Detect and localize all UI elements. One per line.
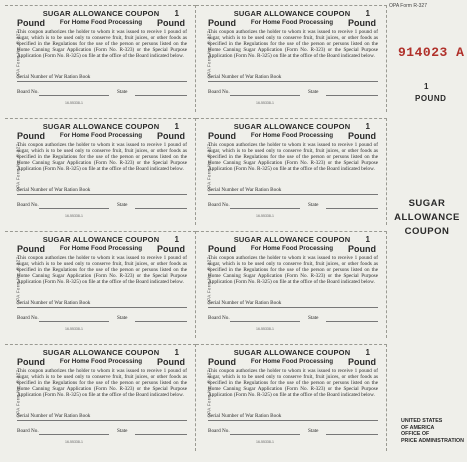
serial-field[interactable]: Serial Number of War Ration Book (208, 300, 378, 308)
coupon[interactable] (5, 344, 196, 451)
coupon-title: SUGAR ALLOWANCE COUPON (233, 348, 351, 357)
pound-label-right: Pound (348, 131, 376, 141)
form-number-side: OPA Form No. R-327 (206, 143, 212, 192)
serial-field[interactable]: Serial Number of War Ration Book (208, 187, 378, 195)
board-field[interactable] (17, 428, 187, 435)
pound-label-right: Pound (348, 18, 376, 28)
pound-label-right: Pound (348, 357, 376, 367)
serial-field[interactable]: Serial Number of War Ration Book (208, 413, 378, 421)
coupon[interactable] (196, 5, 387, 112)
coupon-title: SUGAR ALLOWANCE COUPON (233, 122, 351, 131)
coupon-title: SUGAR ALLOWANCE COUPON (42, 235, 160, 244)
pound-label-left: Pound (17, 244, 45, 254)
stub-panel (387, 0, 467, 462)
form-number-side: OPA Form No. R-327 (206, 256, 212, 305)
coupon[interactable] (5, 118, 196, 225)
serial-field[interactable]: Serial Number of War Ration Book (17, 413, 187, 421)
coupon-one: 1 (174, 122, 179, 131)
stub-title-coupon: COUPON (404, 226, 450, 237)
coupon-title: SUGAR ALLOWANCE COUPON (42, 9, 160, 18)
coupon-one: 1 (365, 122, 370, 131)
board-label: Board No. (17, 428, 39, 434)
coupon-title: SUGAR ALLOWANCE COUPON (42, 122, 160, 131)
state-label: State (308, 315, 319, 321)
form-number-side: OPA Form No. R-327 (206, 30, 212, 79)
stub-form-number: OPA Form R-327 (389, 3, 427, 9)
coupon-subtitle: For Home Food Processing (250, 132, 334, 139)
coupon-body: This coupon authorizes the holder to whom it was issued to receive 1 pound of sugar, which is to be used only to conserve fruit, fruit juices, or other foods as specified in the Regulations for the use of the person or persons listed on the Home Canning Sugar Application (Form No. R-323) or the Special Purpose Application (Form No. R-325) on file at the office of the Board indicated below. (17, 368, 187, 398)
coupon[interactable] (5, 231, 196, 338)
form-number-side: OPA Form No. R-327 (15, 369, 21, 418)
state-label: State (117, 89, 128, 95)
printer-mark: 16-55338-1 (65, 327, 83, 331)
pound-label-left: Pound (17, 357, 45, 367)
coupon-subtitle: For Home Food Processing (250, 19, 334, 26)
coupon-body: This coupon authorizes the holder to whom it was issued to receive 1 pound of sugar, which is to be used only to conserve fruit, fruit juices, or other foods as specified in the Regulations for the use of the person or persons listed on the Home Canning Sugar Application (Form No. R-323) or the Special Purpose Application (Form No. R-325) on file at the office of the Board indicated below. (208, 255, 378, 285)
coupon-body: This coupon authorizes the holder to whom it was issued to receive 1 pound of sugar, which is to be used only to conserve fruit, fruit juices, or other foods as specified in the Regulations for the use of the person or persons listed on the Home Canning Sugar Application (Form No. R-323) or the Special Purpose Application (Form No. R-325) on file at the office of the Board indicated below. (17, 255, 187, 285)
printer-mark: 16-55338-1 (65, 101, 83, 105)
issuer-line: PRICE ADMINISTRATION (401, 437, 464, 444)
serial-field[interactable]: Serial Number of War Ration Book (17, 187, 187, 195)
issuer-line: UNITED STATES (401, 418, 443, 424)
board-field[interactable] (208, 89, 378, 96)
pound-label-left: Pound (208, 357, 236, 367)
printer-mark: 16-55338-1 (256, 214, 274, 218)
pound-label-right: Pound (157, 357, 185, 367)
pound-label-right: Pound (157, 244, 185, 254)
coupon-one: 1 (365, 348, 370, 357)
pound-label-right: Pound (348, 244, 376, 254)
stub-title-sugar: SUGAR (408, 198, 446, 209)
stub-issuer (401, 418, 464, 444)
coupon-subtitle: For Home Food Processing (250, 245, 334, 252)
coupon-one: 1 (174, 348, 179, 357)
stub-serial-number: 914023 A (398, 45, 465, 60)
serial-field[interactable]: Serial Number of War Ration Book (17, 300, 187, 308)
coupon-title: SUGAR ALLOWANCE COUPON (233, 9, 351, 18)
board-label: Board No. (17, 315, 39, 321)
board-label: Board No. (208, 89, 230, 95)
coupon[interactable] (196, 231, 387, 338)
coupon-subtitle: For Home Food Processing (250, 358, 334, 365)
coupon-title: SUGAR ALLOWANCE COUPON (42, 348, 160, 357)
stub-pound: POUND (415, 94, 447, 103)
issuer-line: OFFICE OF (401, 431, 430, 438)
coupon[interactable] (196, 118, 387, 225)
printer-mark: 16-55338-1 (65, 214, 83, 218)
board-label: Board No. (17, 89, 39, 95)
coupon-one: 1 (174, 9, 179, 18)
coupon-body: This coupon authorizes the holder to whom it was issued to receive 1 pound of sugar, which is to be used only to conserve fruit, fruit juices, or other foods as specified in the Regulations for the use of the person or persons listed on the Home Canning Sugar Application (Form No. R-323) or the Special Purpose Application (Form No. R-325) on file at the office of the Board indicated below. (208, 29, 378, 59)
board-field[interactable] (17, 202, 187, 209)
coupon-subtitle: For Home Food Processing (59, 245, 143, 252)
form-number-side: OPA Form No. R-327 (15, 30, 21, 79)
serial-field[interactable]: Serial Number of War Ration Book (208, 74, 378, 82)
coupon-subtitle: For Home Food Processing (59, 19, 143, 26)
state-label: State (308, 202, 319, 208)
pound-label-right: Pound (157, 18, 185, 28)
board-label: Board No. (17, 202, 39, 208)
state-label: State (308, 89, 319, 95)
pound-label-left: Pound (17, 131, 45, 141)
stub-title-allowance: ALLOWANCE (394, 212, 460, 223)
printer-mark: 16-55338-1 (65, 440, 83, 444)
board-field[interactable] (17, 89, 187, 96)
coupon[interactable] (196, 344, 387, 451)
form-number-side: OPA Form No. R-327 (15, 143, 21, 192)
stub-one: 1 (424, 82, 429, 91)
state-label: State (117, 202, 128, 208)
board-field[interactable] (208, 315, 378, 322)
issuer-line: OF AMERICA (401, 424, 435, 431)
state-label: State (308, 428, 319, 434)
pound-label-left: Pound (17, 18, 45, 28)
form-number-side: OPA Form No. R-327 (206, 369, 212, 418)
coupon[interactable] (5, 5, 196, 112)
pound-label-left: Pound (208, 244, 236, 254)
state-label: State (117, 428, 128, 434)
coupon-one: 1 (365, 235, 370, 244)
printer-mark: 16-55338-1 (256, 101, 274, 105)
board-label: Board No. (208, 315, 230, 321)
pound-label-right: Pound (157, 131, 185, 141)
board-field[interactable] (208, 202, 378, 209)
coupon-title: SUGAR ALLOWANCE COUPON (233, 235, 351, 244)
board-field[interactable] (17, 315, 187, 322)
form-number-side: OPA Form No. R-327 (15, 256, 21, 305)
state-label: State (117, 315, 128, 321)
board-label: Board No. (208, 202, 230, 208)
printer-mark: 16-55338-1 (256, 327, 274, 331)
coupon-one: 1 (174, 235, 179, 244)
coupon-subtitle: For Home Food Processing (59, 132, 143, 139)
pound-label-left: Pound (208, 18, 236, 28)
board-field[interactable] (208, 428, 378, 435)
board-label: Board No. (208, 428, 230, 434)
coupon-body: This coupon authorizes the holder to whom it was issued to receive 1 pound of sugar, which is to be used only to conserve fruit, fruit juices, or other foods as specified in the Regulations for the use of the person or persons listed on the Home Canning Sugar Application (Form No. R-323) or the Special Purpose Application (Form No. R-325) on file at the office of the Board indicated below. (208, 368, 378, 398)
pound-label-left: Pound (208, 131, 236, 141)
printer-mark: 16-55338-1 (256, 440, 274, 444)
coupon-subtitle: For Home Food Processing (59, 358, 143, 365)
coupon-body: This coupon authorizes the holder to whom it was issued to receive 1 pound of sugar, which is to be used only to conserve fruit, fruit juices, or other foods as specified in the Regulations for the use of the person or persons listed on the Home Canning Sugar Application (Form No. R-323) or the Special Purpose Application (Form No. R-325) on file at the office of the Board indicated below. (208, 142, 378, 172)
serial-field[interactable]: Serial Number of War Ration Book (17, 74, 187, 82)
coupon-one: 1 (365, 9, 370, 18)
coupon-body: This coupon authorizes the holder to whom it was issued to receive 1 pound of sugar, which is to be used only to conserve fruit, fruit juices, or other foods as specified in the Regulations for the use of the person or persons listed on the Home Canning Sugar Application (Form No. R-323) or the Special Purpose Application (Form No. R-325) on file at the office of the Board indicated below. (17, 142, 187, 172)
coupon-body: This coupon authorizes the holder to whom it was issued to receive 1 pound of sugar, which is to be used only to conserve fruit, fruit juices, or other foods as specified in the Regulations for the use of the person or persons listed on the Home Canning Sugar Application (Form No. R-323) or the Special Purpose Application (Form No. R-325) on file at the office of the Board indicated below. (17, 29, 187, 59)
